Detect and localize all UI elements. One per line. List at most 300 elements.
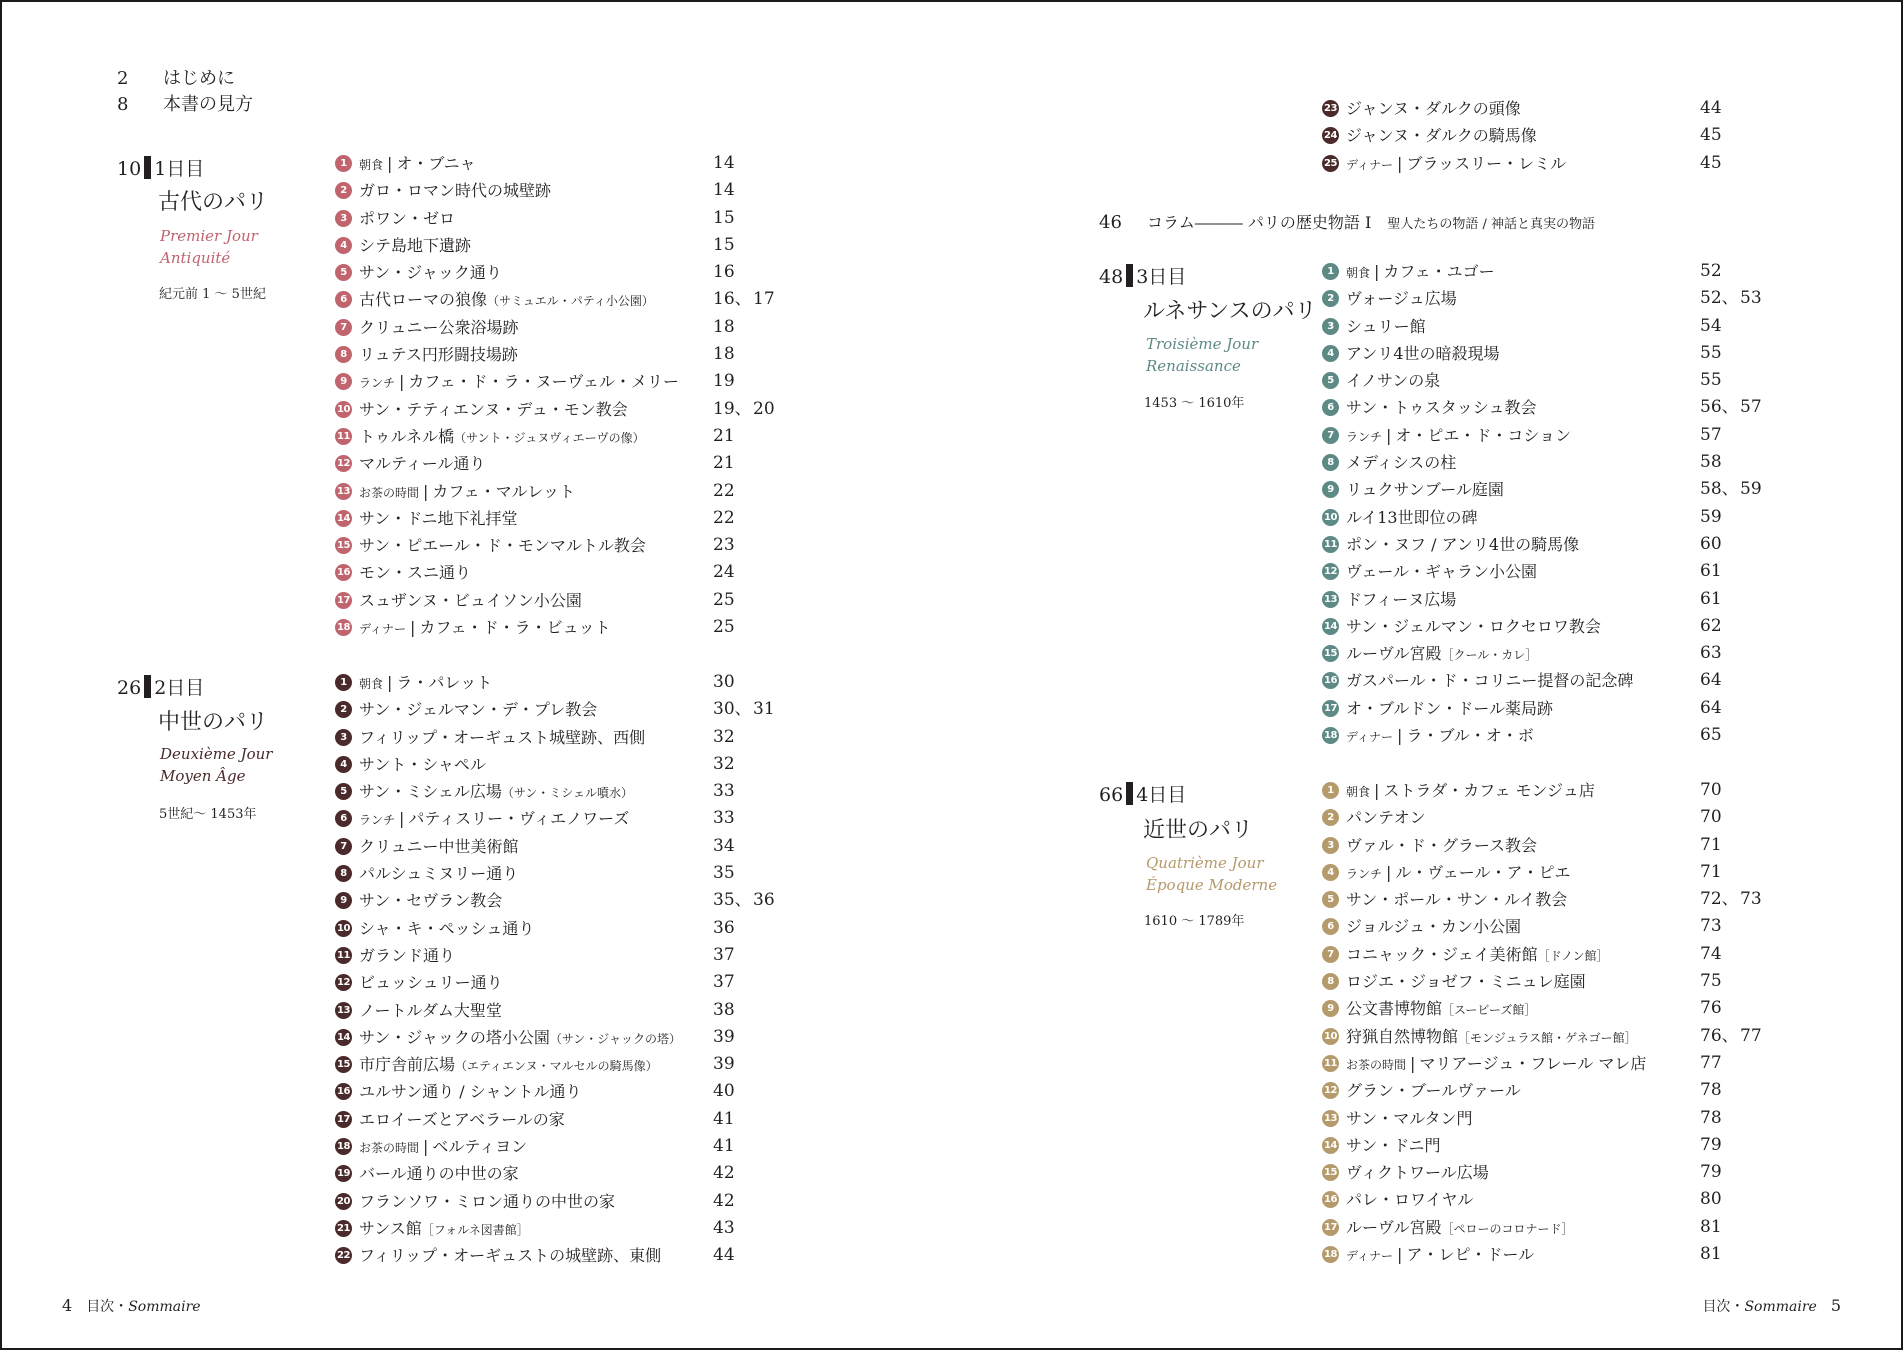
toc-entry[interactable] [335,887,815,914]
entry-label [1346,1159,1489,1186]
entry-number-badge: 10 [1322,509,1339,526]
day-subtitle-line: Premier Jour [160,227,258,245]
entry-number-badge: 4 [1322,864,1339,881]
entry-page: 43 [713,1217,735,1238]
entry-name: 公文書博物館 [1346,999,1443,1019]
day-era: 5世紀～ 1453年 [159,807,257,822]
day-era: 1453 ～ 1610年 [1144,396,1245,411]
toc-entry[interactable] [1322,859,1802,886]
entry-label [1346,95,1521,122]
toc-entry[interactable] [1322,586,1802,613]
entry-separator: | [410,618,416,638]
entry-separator: | [399,372,405,392]
entry-number-badge: 20 [335,1193,352,1210]
entry-page: 71 [1700,834,1722,855]
entry-name: カフェ・マルレット [432,481,576,501]
entry-label [1346,558,1537,585]
toc-entry[interactable] [1322,1105,1802,1132]
entry-name: カフェ・ド・ラ・ヌーヴェル・メリー [408,372,679,392]
toc-entry[interactable] [1322,804,1802,831]
entry-page: 61 [1700,588,1722,609]
entry-page-secondary: 17 [753,289,775,310]
entry-label [1346,941,1609,970]
entry-number-badge: 16 [1322,1191,1339,1208]
toc-entry[interactable] [335,341,815,368]
day-heading[interactable] [1099,264,1186,287]
toc-entry[interactable] [335,177,815,204]
toc-entry[interactable] [1322,1241,1802,1268]
entry-name: カフェ・ド・ラ・ビュット [419,618,611,638]
day-subtitle-line: Antiquité [160,249,231,267]
entry-page: 45 [1700,152,1722,173]
toc-entry[interactable] [335,1051,815,1078]
toc-entry[interactable] [335,559,815,586]
toc-entry[interactable] [1322,913,1802,940]
entry-name: ラ・パレット [396,673,493,692]
entry-separator: | [1374,262,1380,281]
entry-name: ジョルジュ・カン小公園 [1346,917,1521,937]
entry-separator: | [387,154,393,173]
toc-entry[interactable] [1322,558,1802,585]
entry-name: 狩猟自然博物館 [1346,1026,1459,1046]
entry-note: ［モンジュラス館・ゲネゴー館］ [1458,1030,1637,1045]
entry-name: トゥルネル橋 [359,426,455,446]
entry-number-badge: 9 [1322,1000,1339,1017]
toc-entry[interactable] [335,587,815,614]
entry-separator: | [399,809,405,829]
entry-number-badge: 2 [335,182,352,199]
toc-entry[interactable] [1322,777,1802,804]
entry-name: サン・テティエンヌ・デュ・モン教会 [359,399,628,419]
entry-page: 19 [713,371,735,392]
toc-entry[interactable] [1322,313,1802,340]
entry-name: サン・ジェルマン・ロクセロワ教会 [1346,616,1601,636]
toc-entry[interactable] [1322,449,1802,476]
entry-page: 58 [1700,452,1722,473]
entry-meal-prefix: ランチ [359,813,396,828]
toc-entry[interactable] [335,915,815,942]
entry-page: 33 [713,781,735,802]
entry-number-badge: 14 [1322,1137,1339,1154]
entry-name: サン・ジャック通り [359,263,502,283]
entry-meal-prefix: 朝食 [359,677,384,691]
entry-meal-prefix: ランチ [1346,429,1383,444]
toc-entry[interactable] [335,286,815,313]
toc-entry[interactable] [335,1024,815,1051]
entry-number-badge: 17 [1322,700,1339,717]
toc-entry[interactable] [1322,422,1802,449]
toc-entry[interactable] [1322,722,1802,749]
day-label: 4日目 [1136,784,1187,806]
entry-page: 70 [1700,807,1722,828]
entry-page-secondary: 59 [1740,479,1762,500]
entry-number-badge: 11 [1322,1055,1339,1072]
toc-entry[interactable] [335,696,815,723]
entry-name: フランソワ・ミロン通りの中世の家 [359,1191,616,1211]
toc-entry[interactable] [335,205,815,232]
toc-entry[interactable] [1322,1050,1802,1077]
entry-separator: | [1386,862,1392,882]
toc-entry[interactable] [335,1188,815,1215]
toc-entry[interactable] [335,423,815,450]
toc-entry[interactable] [1322,613,1802,640]
toc-entry[interactable] [335,368,815,395]
entry-page: 64 [1700,697,1722,718]
entry-label [359,1051,658,1080]
entry-label [359,559,471,586]
entry-label [1346,258,1495,287]
toc-entry[interactable] [335,1133,815,1160]
entry-name: メディシスの柱 [1346,453,1457,473]
entry-number-badge: 5 [335,264,352,281]
entry-name: ヴェール・ギャラン小公園 [1346,562,1538,582]
entry-number-badge: 11 [1322,536,1339,553]
entry-page: 73 [1700,916,1722,937]
entry-label [359,614,611,643]
entry-label [359,1078,581,1105]
day-label: 3日目 [1136,266,1187,288]
day-subtitle-line: Troisième Jour [1146,335,1259,353]
entry-page: 60 [1700,533,1722,554]
entry-label [1346,1132,1441,1159]
entry-number-badge: 18 [335,1138,352,1155]
entry-name: エロイーズとアベラールの家 [359,1109,565,1129]
entry-separator: | [1397,153,1403,173]
toc-entry[interactable] [1322,258,1802,285]
toc-entry[interactable] [335,314,815,341]
entry-page: 14 [713,180,735,201]
entry-number-badge: 14 [335,1029,352,1046]
entry-label [1346,1050,1646,1079]
entry-label [359,1160,519,1187]
front-matter-title: はじめに [163,68,235,89]
toc-entry[interactable] [1322,695,1802,722]
entry-name: 古代ローマの狼像 [359,290,488,310]
entry-name: ドフィーヌ広場 [1346,589,1457,609]
toc-entry[interactable] [1322,394,1802,421]
entry-name: ガスパール・ド・コリニー提督の記念碑 [1346,671,1634,691]
toc-entry[interactable] [335,778,815,805]
toc-entry[interactable] [1322,640,1802,667]
entry-note: ［クール・カレ］ [1441,648,1538,663]
toc-entry[interactable] [335,505,815,532]
toc-entry[interactable] [335,833,815,860]
entry-page: 79 [1700,1134,1722,1155]
toc-entry[interactable] [335,1078,815,1105]
entry-name: ポン・ヌフ / アンリ4世の騎馬像 [1346,534,1580,554]
entry-page: 56、 [1700,397,1739,418]
entry-page: 21 [713,425,735,446]
day-heading[interactable] [117,675,204,698]
entry-name: アンリ4世の暗殺現場 [1346,343,1500,363]
entry-number-badge: 15 [1322,1164,1339,1181]
entry-page: 62 [1700,615,1722,636]
toc-entry[interactable] [1322,667,1802,694]
entry-page: 24 [713,562,735,583]
day-subtitle [1146,852,1277,896]
toc-entry[interactable] [335,150,815,177]
entry-label [359,341,518,368]
entry-page: 71 [1700,861,1722,882]
toc-entry[interactable] [335,805,815,832]
toc-entry[interactable] [1322,941,1802,968]
entry-page: 76 [1700,998,1722,1019]
toc-entry[interactable] [335,396,815,423]
toc-entry[interactable] [335,669,815,696]
toc-entry[interactable] [335,259,815,286]
toc-entry[interactable] [1322,150,1802,177]
entry-page: 25 [713,617,735,638]
entry-page: 18 [713,344,735,365]
entry-number-badge: 21 [335,1220,352,1237]
toc-entry[interactable] [1322,340,1802,367]
entry-name: マリアージュ・フレール マレ店 [1419,1053,1647,1073]
entry-label [359,259,502,286]
entry-label [359,177,551,204]
entry-separator: | [1374,781,1380,800]
entry-page: 52、 [1700,288,1739,309]
entry-label [1346,1241,1534,1270]
entry-label [359,396,628,423]
entry-number-badge: 8 [335,346,352,363]
entry-number-badge: 17 [335,592,352,609]
entry-name: ノートルダム大聖堂 [359,1000,502,1020]
entry-number-badge: 3 [1322,318,1339,335]
footer-left [62,1298,201,1314]
toc-entry[interactable] [1322,1159,1802,1186]
front-matter-item[interactable] [117,70,235,88]
entry-number-badge: 25 [1322,155,1339,172]
entry-label [1346,613,1601,640]
day-label: 1日目 [154,158,205,180]
day-subtitle [160,743,272,787]
entry-page: 79 [1700,1162,1722,1183]
entry-label [1346,394,1536,421]
entry-name: ストラダ・カフェ モンジュ店 [1383,781,1595,800]
entry-number-badge: 17 [335,1111,352,1128]
entry-label [359,805,629,834]
entry-meal-prefix: お茶の時間 [359,485,420,500]
entry-name: サン・ピエール・ド・モンマルトル教会 [359,536,646,556]
entry-label [1346,1186,1473,1213]
entry-name: パンテオン [1346,808,1426,828]
day-subtitle-line: Époque Moderne [1146,876,1278,894]
day-subtitle [1146,333,1258,377]
front-matter-item[interactable] [117,96,253,114]
toc-entry[interactable] [335,724,815,751]
toc-entry[interactable] [1322,886,1802,913]
entry-label [359,696,597,723]
entry-number-badge: 11 [335,428,352,445]
entry-page: 55 [1700,342,1722,363]
toc-entry[interactable] [335,860,815,887]
toc-entry[interactable] [335,1242,815,1269]
entry-label [1346,476,1504,503]
entry-number-badge: 15 [335,537,352,554]
toc-entry[interactable] [335,1106,815,1133]
toc-entry[interactable] [335,232,815,259]
entry-page: 58、 [1700,479,1739,500]
entry-name: ラ・ブル・オ・ボ [1406,726,1534,746]
toc-entry[interactable] [1322,968,1802,995]
entry-number-badge: 6 [335,291,352,308]
entry-number-badge: 18 [1322,1246,1339,1263]
entry-page: 74 [1700,943,1722,964]
entry-number-badge: 13 [335,1002,352,1019]
entry-label [359,778,633,807]
entry-meal-prefix: ディナー [359,622,407,637]
toc-entry[interactable] [1322,504,1802,531]
day-title: 近世のパリ [1143,818,1254,843]
entry-name: ビュッシュリー通り [359,973,503,993]
toc-entry[interactable] [1322,832,1802,859]
toc-entry[interactable] [1322,122,1802,149]
entry-label [359,860,518,887]
entry-page: 61 [1700,561,1722,582]
entry-number-badge: 23 [1322,100,1339,117]
entry-label [1346,667,1633,694]
toc-entry[interactable] [335,478,815,505]
entry-name: ヴィクトワール広場 [1346,1163,1489,1183]
entry-name: ガランド通り [359,945,456,965]
entry-label [1346,285,1457,312]
day-heading[interactable] [1099,782,1186,805]
entry-name: サン・ジャックの塔小公園 [359,1027,550,1047]
entry-label [359,532,646,559]
entry-label [359,751,486,778]
page-number: 5 [1830,1296,1841,1315]
entry-name: フィリップ・オーギュスト城壁跡、西側 [359,727,646,747]
entry-name: ルイ13世即位の碑 [1346,507,1478,527]
toc-entry[interactable] [1322,367,1802,394]
day3-entry-list [1322,258,1802,749]
entry-page: 52 [1700,261,1722,281]
toc-entry[interactable] [335,450,815,477]
day-tag-marker [144,156,151,179]
entry-label [1346,1077,1521,1104]
entry-label [1346,640,1537,669]
day-subtitle-line: Renaissance [1146,357,1241,375]
entry-name: ブラッスリー・レミル [1406,153,1567,173]
toc-entry[interactable] [1322,95,1802,122]
entry-number-badge: 6 [1322,918,1339,935]
toc-entry[interactable] [1322,995,1802,1022]
entry-number-badge: 3 [1322,837,1339,854]
entry-number-badge: 15 [1322,645,1339,662]
entry-meal-prefix: ディナー [1346,1249,1394,1264]
toc-entry[interactable] [335,969,815,996]
entry-number-badge: 2 [1322,290,1339,307]
entry-label [359,368,679,397]
entry-page: 42 [713,1190,735,1211]
entry-number-badge: 18 [1322,727,1339,744]
entry-name: クリュニー中世美術館 [359,836,519,856]
entry-label [359,232,471,259]
day2-entry-list-continued [1322,95,1802,177]
entry-label [359,150,476,179]
entry-name: スュザンヌ・ビュイソン小公園 [359,590,582,610]
entry-page: 54 [1700,315,1722,336]
day-label: 2日目 [154,677,205,699]
entry-page: 37 [713,972,735,993]
day-subtitle-line: Deuxième Jour [160,745,273,763]
entry-number-badge: 17 [1322,1219,1339,1236]
toc-entry[interactable] [1322,1023,1802,1050]
entry-number-badge: 6 [335,810,352,827]
toc-entry[interactable] [1322,1077,1802,1104]
entry-number-badge: 15 [335,1056,352,1073]
entry-number-badge: 2 [335,701,352,718]
column-entry[interactable] [1099,214,1595,232]
entry-number-badge: 5 [335,783,352,800]
entry-number-badge: 1 [1322,782,1339,799]
entry-name: ポワン・ゼロ [359,208,456,228]
day-title: ルネサンスのパリ [1143,299,1317,324]
entry-label [359,205,455,232]
entry-name: ジャンヌ・ダルクの騎馬像 [1346,126,1537,146]
entry-number-badge: 12 [335,455,352,472]
entry-number-badge: 8 [335,865,352,882]
toc-entry[interactable] [1322,1186,1802,1213]
entry-number-badge: 8 [1322,973,1339,990]
toc-entry[interactable] [1322,476,1802,503]
day-heading[interactable] [117,156,204,179]
toc-entry[interactable] [1322,285,1802,312]
entry-name: サント・シャペル [359,754,486,774]
entry-number-badge: 7 [335,838,352,855]
entry-label [359,1106,565,1133]
toc-entry[interactable] [1322,531,1802,558]
entry-page: 32 [713,726,735,747]
entry-name: サン・マルタン門 [1346,1108,1473,1128]
toc-entry[interactable] [335,532,815,559]
entry-name: サン・ミシェル広場 [359,782,502,802]
entry-name: オ・ピエ・ド・コション [1395,425,1572,445]
toc-entry[interactable] [335,751,815,778]
entry-page: 34 [713,835,735,856]
front-matter-page: 2 [117,68,129,89]
toc-entry[interactable] [1322,1132,1802,1159]
day-subtitle [160,225,258,269]
entry-name: 市庁舎前広場 [359,1055,456,1075]
entry-label [359,478,575,507]
entry-meal-prefix: お茶の時間 [1346,1057,1407,1072]
entry-label [1346,832,1537,859]
day-start-page: 26 [117,677,142,699]
entry-name: モン・スニ通り [359,563,472,583]
entry-name: ヴァル・ド・グラース教会 [1346,835,1538,855]
day-title: 中世のパリ [158,710,269,735]
toc-entry[interactable] [1322,1214,1802,1241]
entry-number-badge: 4 [335,237,352,254]
column-subtitle: 聖人たちの物語 / 神話と真実の物語 [1387,217,1596,232]
entry-label [1346,586,1456,613]
toc-entry[interactable] [335,1215,815,1242]
day2-entry-list [335,669,815,1270]
entry-number-badge: 12 [1322,1082,1339,1099]
toc-entry[interactable] [335,1160,815,1187]
toc-entry[interactable] [335,614,815,641]
entry-label [1346,150,1566,179]
entry-label [1346,886,1567,913]
entry-number-badge: 9 [1322,481,1339,498]
entry-separator: | [1397,726,1403,746]
toc-entry[interactable] [335,997,815,1024]
entry-note: ［ペローのコロナード］ [1441,1221,1574,1236]
toc-entry[interactable] [335,942,815,969]
footer-label-fr: Sommaire [1744,1299,1817,1315]
entry-name: リュテス円形闘技場跡 [359,345,518,365]
